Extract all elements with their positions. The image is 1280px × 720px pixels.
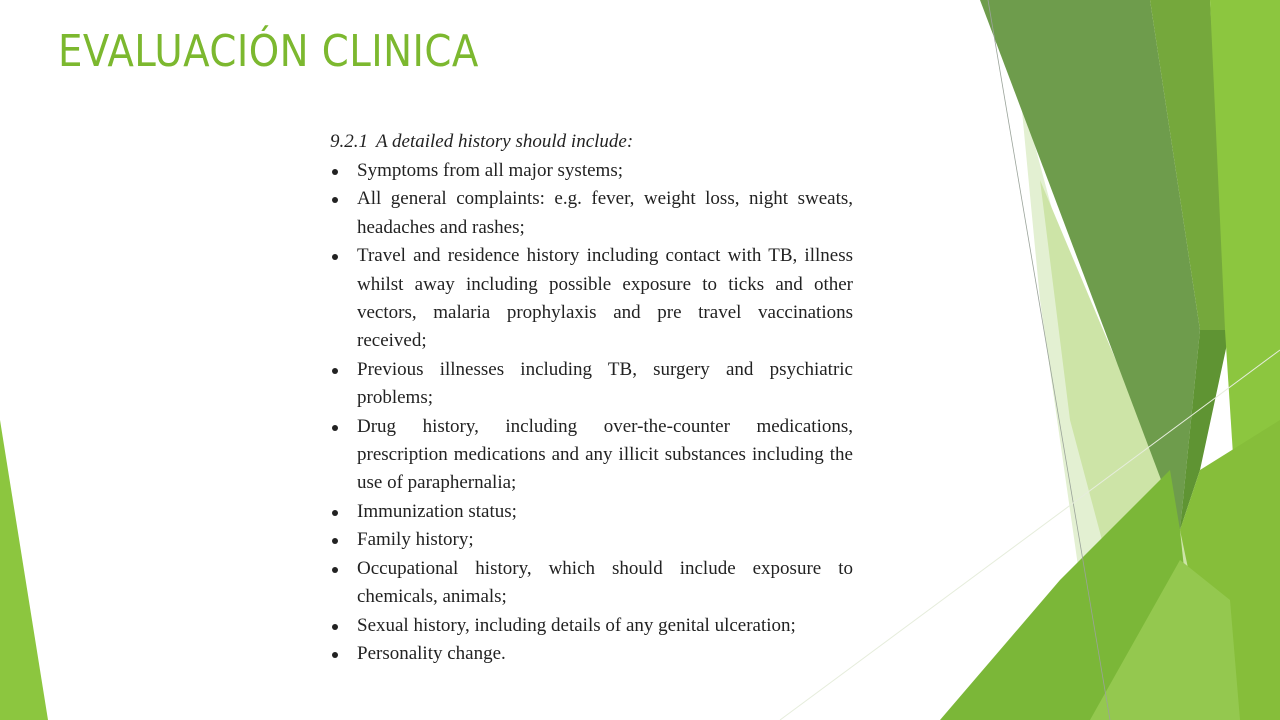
list-item-text: Travel and residence history including contact with TB, illness whilst away including possible exposure to ticks and other vectors, malaria prophylaxis and pre travel vaccinations received;	[357, 245, 853, 352]
list-item	[330, 526, 853, 554]
list-item-text: Personality change.	[357, 642, 506, 664]
list-item	[330, 498, 853, 526]
bullet-icon	[332, 368, 338, 374]
section-heading: A detailed history should include:	[376, 131, 634, 152]
list-item	[330, 640, 853, 668]
list-item	[330, 356, 853, 413]
slide-title: EVALUACIÓN CLINICA	[58, 26, 479, 77]
list-item	[330, 242, 853, 356]
list-item	[330, 185, 853, 242]
bullet-icon	[332, 254, 338, 260]
list-item-text: All general complaints: e.g. fever, weight loss, night sweats, headaches and rashes;	[357, 188, 853, 238]
history-checklist	[330, 157, 853, 668]
bullet-icon	[332, 567, 338, 573]
list-item	[330, 612, 853, 640]
list-item-text: Sexual history, including details of any genital ulceration;	[357, 614, 796, 636]
bullet-icon	[332, 652, 338, 658]
bullet-icon	[332, 425, 338, 431]
list-item-text: Immunization status;	[357, 500, 517, 522]
section-number: 9.2.1	[330, 131, 368, 152]
list-item-text: Drug history, including over-the-counter medications, prescription medications and any illicit substances including the use of paraphernalia;	[357, 415, 853, 494]
list-item-text: Previous illnesses including TB, surgery and psychiatric problems;	[357, 358, 853, 409]
bullet-icon	[332, 624, 338, 630]
list-item-text: Occupational history, which should include exposure to chemicals, animals;	[357, 557, 853, 608]
bullet-icon	[332, 197, 338, 203]
list-item	[330, 555, 853, 612]
facet-left	[0, 420, 48, 720]
list-item	[330, 157, 853, 185]
excerpt-heading	[330, 128, 853, 156]
list-item	[330, 413, 853, 498]
list-item-text: Family history;	[357, 529, 474, 551]
bullet-icon	[332, 169, 338, 175]
document-excerpt	[330, 128, 853, 668]
bullet-icon	[332, 538, 338, 544]
list-item-text: Symptoms from all major systems;	[357, 160, 623, 181]
bullet-icon	[332, 510, 338, 516]
